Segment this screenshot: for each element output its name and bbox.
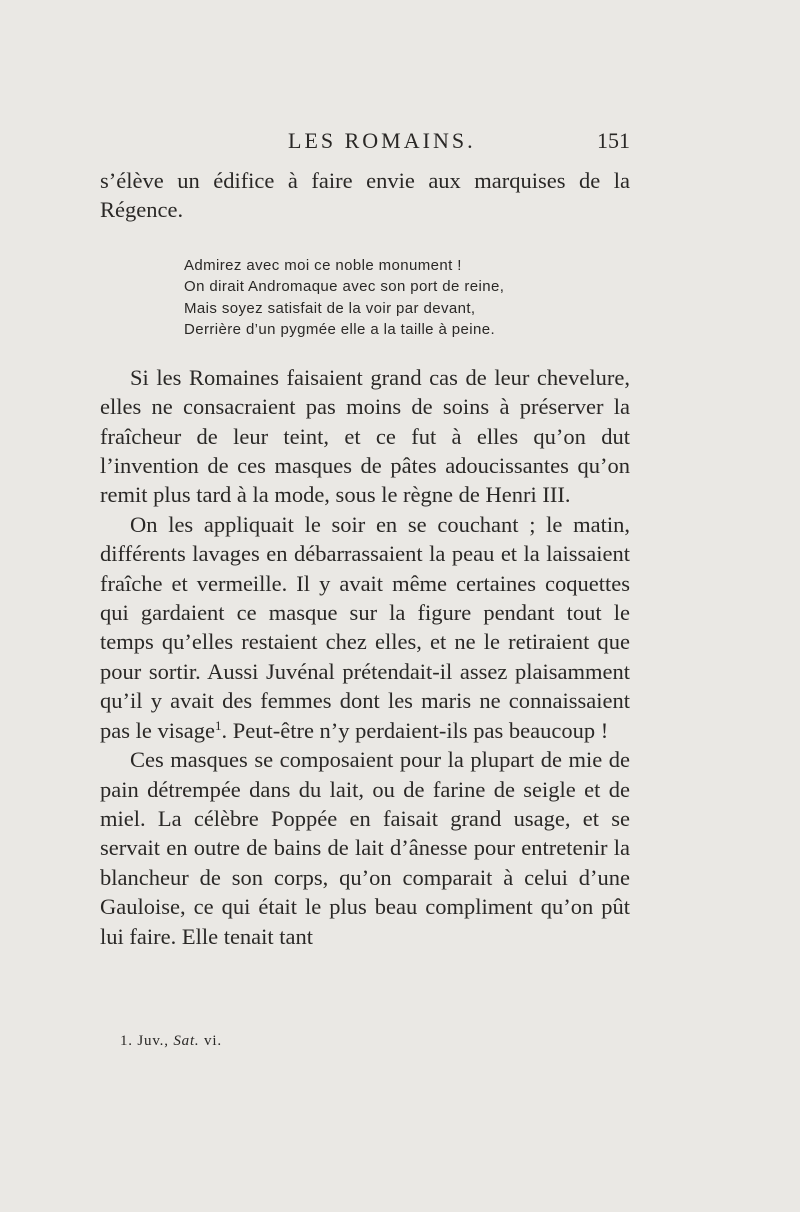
paragraph-continued: s’élève un édifice à faire envie aux marquises de la Régence.	[100, 168, 630, 223]
running-title: LES ROMAINS.	[288, 128, 476, 153]
footnote-author: Juv.,	[137, 1033, 169, 1049]
paragraph-text: . Peut-être n’y perdaient-ils pas beaucoup !	[221, 717, 609, 743]
verse-line: On dirait Andromaque avec son port de reine,	[184, 278, 505, 296]
verse-line: Admirez avec moi ce noble monument !	[184, 256, 462, 274]
footnote-reference: 1	[214, 717, 222, 733]
paragraph: Si les Romaines faisaient grand cas de leur chevelure, elles ne consacraient pas moins de soins à préserver la fraîcheur de leur teint, et ce fut à elles qu’on dut l’invention de ces masques de pâtes adoucissantes qu’on remit plus tard à la mode, sous le règne de Henri III.	[100, 364, 630, 508]
paragraph-text: On les appliquait le soir en se couchant ; le matin, différents lavages en débarrassaient la peau et la laissaient fraîche et vermeille. Il y avait même certaines coquettes qui gardaient ce masque sur la figure pendant tout le temps qu’elles restaient chez elles, et ne le retiraient que pour sortir. Aussi Juvénal prétendait-il assez plaisamment qu’il y avait des femmes dont les maris ne connaissaient pas le visage	[100, 511, 630, 743]
page-header	[100, 128, 630, 168]
verse-line: Mais soyez satisfait de la voir par devant,	[184, 299, 476, 317]
footnote-ref: vi.	[204, 1033, 222, 1049]
footnote-number: 1.	[120, 1033, 133, 1049]
paragraph: Ces masques se composaient pour la plupart de mie de pain détrempée dans du lait, ou de farine de seigle et de miel. La célèbre Poppée en faisait grand usage, et se servait en outre de bains de lait d’ânesse pour entretenir la blancheur de son corps, qu’on comparait à celui d’une Gauloise, ce qui était le plus beau compliment qu’on pût lui faire. Elle tenait tant	[100, 747, 630, 949]
page-body	[100, 166, 630, 951]
footnote-work: Sat.	[173, 1033, 200, 1049]
paragraph	[100, 510, 630, 745]
footnote	[120, 1033, 222, 1050]
verse-quote	[184, 255, 630, 341]
page-number: 151	[597, 128, 630, 153]
verse-line: Derrière d’un pygmée elle a la taille à peine.	[184, 321, 496, 339]
